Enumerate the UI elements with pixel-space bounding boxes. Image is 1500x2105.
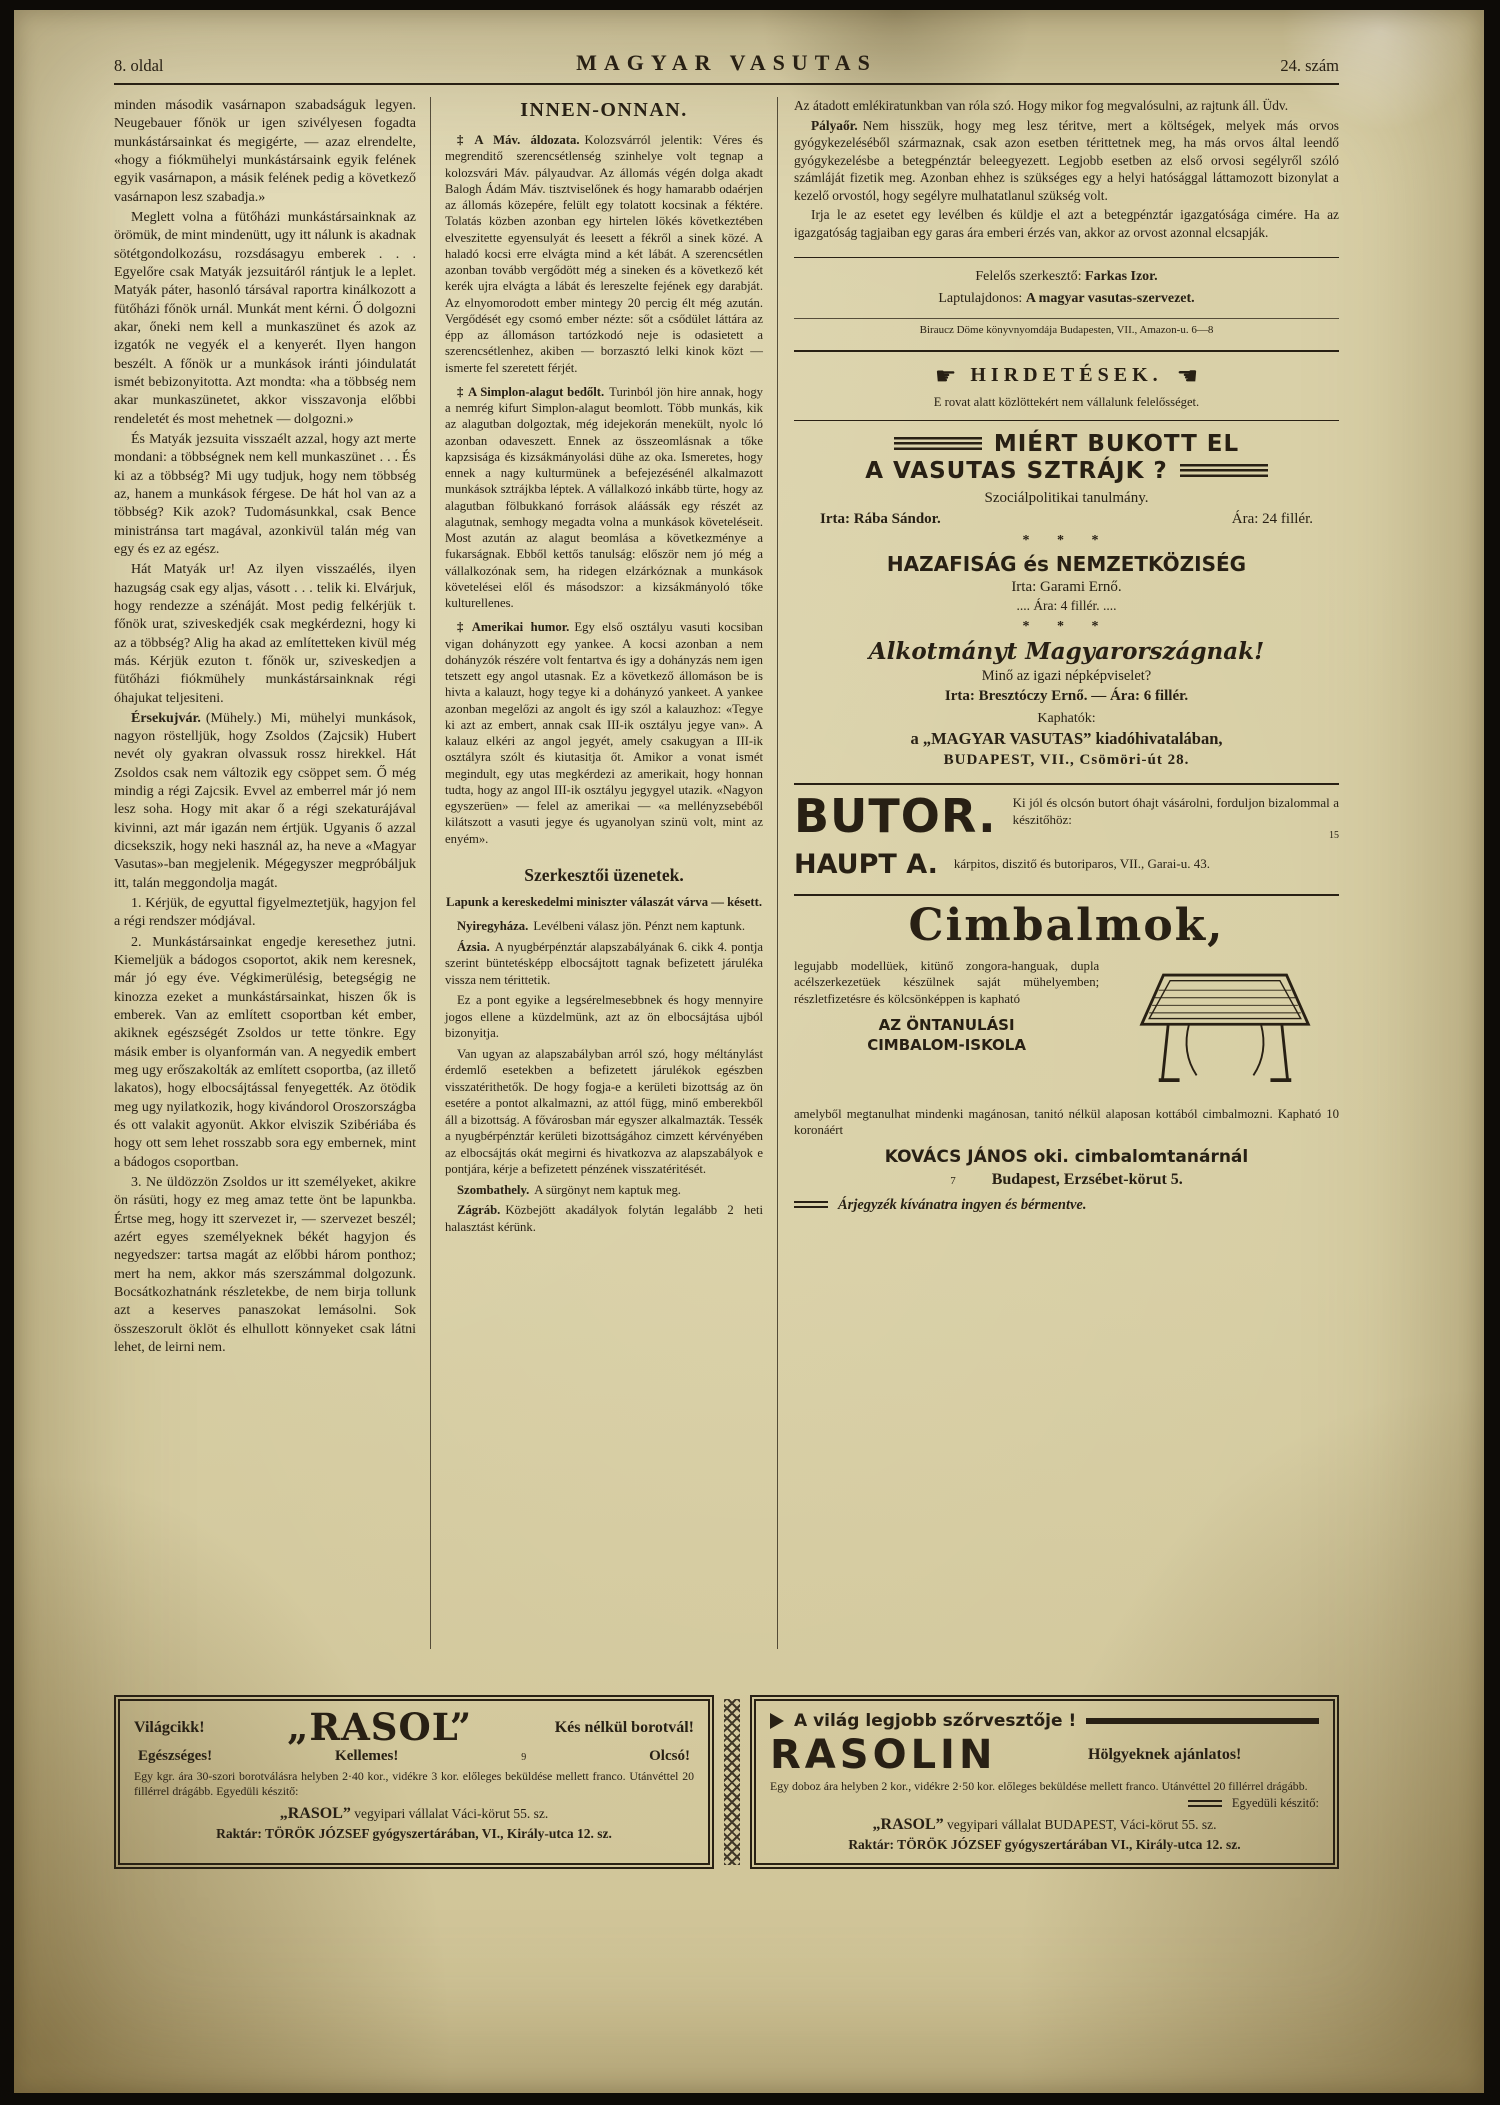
paragraph (114, 1174, 416, 1357)
rasol-maker-rest: vegyipari vállalat Váci-körut 55. sz. (354, 1805, 549, 1821)
rasolin-maker-line (770, 1816, 1319, 1834)
news-item (445, 384, 763, 612)
furniture-ad-word: BUTOR. (794, 788, 997, 843)
paragraph-text: Irja le az esetet egy levélben és küldje el azt a betegpénztár igazgatósága cimére. Ha az igazgatóság tagjaiban egy garas ára emberi érzés van, akkor az orvost azonnal elcsapják. (794, 207, 1339, 240)
book2-title: HAZAFISÁG és NEMZETKÖZISÉG (886, 551, 1247, 576)
rasolin-maker-label: Egyedüli készitő: (1231, 1796, 1319, 1811)
news-item-lead: A Simplon-alagut bedőlt. (467, 384, 605, 399)
paragraph (114, 97, 416, 207)
editor-note-text: A nyugbérpénztár alapszabályának 6. cikk 4. pontja szerint büntetésképp elbocsájtott tagnak befizetett járuléka vissza nem térittetik. (445, 939, 763, 987)
books-availability-address: BUDAPEST, VII., Csömöri-út 28. (943, 751, 1190, 768)
rasol-maker-line (134, 1805, 694, 1823)
ad-books (794, 431, 1339, 769)
triple-bar-decoration (894, 437, 982, 450)
books-availability-label: Kaphatók: (1037, 710, 1096, 726)
impressum-editor-line (798, 266, 1335, 288)
paragraph-text: Meglett volna a fütőházi munkástársainknak az örömük, de mint mindenütt, ugy itt nálunk is akadnak sötétgondolkozásu, rozsdásagyu emberek . . . Egyelőre csak Matyák jezsuitáról rántjuk le a leplet. Matyák páter, hasonló társával raportra kinálkozott a fütőházi főnök urnál. Munkát ment kérni. Ő dolgozni akar, őneki nem kell a munkaszünet és azok az izgatók ne vegyék el a kenyerét. Ilyen hangon beszélt. A főnök ur a munkások iránti jóindulatát ismét bebizonyitotta. Azt mondta: «ha a többség nem akar munkaszünetet, akkor visszavonja előbbi rendeletét és most mehetnek — dolgozni.» (114, 209, 416, 427)
impressum-editor-name: Farkas Izor. (1085, 269, 1158, 285)
rasolin-brand-row (770, 1732, 1319, 1778)
cimbalom-school-line-2: CIMBALOM-ISKOLA (867, 1035, 1026, 1054)
ads-disclaimer: E rovat alatt közlöttekért nem vállalunk felelősséget. (933, 394, 1200, 409)
editor-note (445, 1202, 763, 1235)
printer-line: Biraucz Döme könyvnyomdája Budapesten, VII., Amazon-u. 6—8 (794, 318, 1339, 336)
paragraph (794, 117, 1339, 205)
editor-note-text: A sürgönyt nem kaptuk meg. (534, 1182, 681, 1197)
book3-subtitle: Minő az igazi népképviselet? (981, 667, 1152, 684)
issue-number: 24. szám (1280, 56, 1339, 75)
paragraph-text: 3. Ne üldözzön Zsoldos ur itt személyeket, akikre ön rásüti, hogy ez meg amaz tette önt be lapunkba. Értse meg, hogy itt szervezet ir, — szervezet beszél; azért egyes személyeknek békét hagyjon és negyedszer: tartsa magát az előbbi három ponthoz; mert ha nem, akkor más szerszámmal dolgozunk. Bocsátkozhatnánk részletekbe, de nem birja tollunk azt a keserves panaszokat lemásolni. Sok összeszorult öklöt és elhullott könnyeket csak látni lehet, de leirni nem. (114, 1175, 416, 1355)
rasol-headline-row (134, 1705, 694, 1749)
impressum-owner-label: Laptulajdonos: (938, 291, 1023, 307)
ad-rasol (114, 1695, 714, 1869)
news-item-text: Kolozsvárról jelentik: Véres és megrenditő szerencsétlenség szinhelye volt tegnap a kolozsvári Máv. pályaudvar. Az állomás végén dolga akadt Balogh Ádám Máv. tisztviselőnek és hogy hamarabb odaérjen az állomás közepére, felült egy tolatott kocsinak a féktére. Tolatás közben azonban egy hirtelen lökés következtében elveszitette egyensulyát és leesett a fékről a sinek közé. A haladó kocsi erre elvágta mind a két lábát. A szerencsétlen azonban tovább vergődött még a sineken és a következő két kerék ujra elvágta a lábát és lereszelte fejének egy darabját. Az elnyomorodott ember mintegy 20 percig élt még azután. Vergődését egy csomó ember nézte: sőt a csődület láttára az épp az állomáson tartózkodó neje is odasietett a szerencsétlenhez, akiben — borzasztó lelki kinok közt — ismerte fel szeretett férjét. (445, 133, 763, 375)
paragraph-text: (Mühely.) Mi, mühelyi munkások, nagyon röstelljük, hogy Zsoldos (Zajcsik) Hubert nevét oly gyakran olvassuk rossz hirekkel. Hát Zsoldos csak nem változik egy csöppet sem. Ő még mindig a régi Zajcsik. Evvel az emberrel már jó nem lesz soha. Hogy mit akar ő a régi szekaturájával kivinni, azt már igazán nem értjük. Ugyanis ő azzal dicsekszik, hogy neki használ az, ha neve a «Magyar Vasutas»-ban megjelenik. Mégegyszer megpróbáljuk itt, talán meggondolja magát. (114, 710, 416, 891)
rasolin-body-text: Egy doboz ára helyben 2 kor., vidékre 2·50 kor. előleges beküldése mellett franco. Utánvéttel 20 fillérrel drágább. (770, 1779, 1308, 1793)
paragraph-text: Nem hisszük, hogy meg lesz téritve, mert a költségek, melyek más orvos gyógykezeléséből származnak, csak azon esetben térittetnek meg, ha más orvos által leendő gyógykezelésbe a betegpénztár beleegyezett. Legjobb esetben az első orvosi segélyről szóló számláját fizetik meg. Azonban ehhez is szükséges egy a helyi hatósággal láttamozott bizonylat a kezelő orvostól, hogy segélyre mulhatatlanul szükség volt. (794, 117, 1339, 203)
rasolin-maker-brand: „RASOL” (872, 1816, 944, 1834)
item-marker-icon: ‡ (457, 133, 471, 147)
triple-bar-decoration (1180, 464, 1268, 477)
rasol-tag-right: Kés nélkül borotvál! (554, 1718, 694, 1736)
news-item-lead: Amerikai humor. (471, 620, 570, 635)
columns-area (114, 97, 1339, 1649)
star-separator: * * * (1022, 618, 1111, 634)
paragraph-text: minden második vasárnapon szabadságuk legyen. Neugebauer főnök ur igen szivélyesen fogadta munkástársainkat és megigérte, — azaz elrendelte, «hogy a fiókmühelyi munkástársaink egyik felének egyik vasárnapon, a másik felének pedig a következő vasárnapon lesz szabadja.» (114, 98, 416, 205)
editor-note-lead: Szombathely. (457, 1182, 530, 1197)
rasol-tag-left: Világcikk! (134, 1718, 205, 1736)
column-left (114, 97, 430, 1649)
book2-author: Irta: Garami Ernő. (1011, 578, 1122, 595)
impressum-editor-label: Felelős szerkesztő: (975, 269, 1082, 285)
rasolin-tagline: Hölgyeknek ajánlatos! (1088, 1746, 1242, 1763)
editor-note-text: Van ugyan az alapszabályban arról szó, hogy méltánylást érdemlő esetekben a befizetett járulékok egészben visszatérithetők. De hogy fogja-e a kerületi bizottság az ön esetére a pontot alkalmazni, az attól függ, minő emberekből áll a bizottság. A fővárosban már egyszer alkalmazták. Tessék a nyugbérpénztár kerületi bizottságához cimzett kérvényében az elbocsájtás okát megirni és hivatkozva az alapszabályok e pontjára, kérje a befizetett pénzének visszatéritését. (445, 1046, 763, 1177)
news-item-lead: A Máv. áldozata. (474, 133, 580, 147)
book1-title-2: A VASUTAS SZTRÁJK ? (865, 457, 1168, 484)
news-item-text: Turinból jön hire annak, hogy a nemrég kifurt Simplon-alagut beomlott. Több munkás, kik az alagutban dolgoztak, még idejekorán menekült, nyolc ló azonban odaveszett. Ennek az összeomlásnak a tőke kapzsisága és kizsákmányolási dühe az oka. Ismeretes, hogy ennek a nagy kulturmünek a befejezésénél alkalmazott munkások sztrájkba léptek. A vállalkozó inkább türte, hogy az alagutban fölbukkanó források aláássák egy részét az alagutnak, semhogy megadta volna a munkások követeléseit. Most azután az alagut beomlása a következménye a fukarságnak. Ebből kettős tanulság: először nem jó még a vállalkozónak sem, ha ridegen elzárkóznak a munkások követelései elől és másodszor: a kizsákmányoló tőke kulturellenes. (445, 384, 764, 610)
furniture-maker-description: kárpitos, diszitő és butoriparos, VII., Garai-u. 43. (953, 855, 1210, 871)
editor-note-lead: Nyiregyháza. (457, 919, 529, 934)
ads-section-header (794, 350, 1339, 410)
rasol-quality-3: Olcsó! (649, 1748, 690, 1764)
rasol-brand-name: „RASOL” (287, 1705, 473, 1749)
rasol-qualities-row (134, 1748, 694, 1765)
column-right (778, 97, 1339, 1649)
double-bar-decoration (1188, 1800, 1222, 1808)
ads-section-title: HIRDETÉSEK. (970, 364, 1163, 387)
ad-furniture (794, 783, 1339, 880)
impressum (794, 257, 1339, 315)
editor-note-text: Levélbeni válasz jön. Pénzt nem kaptunk. (533, 919, 746, 934)
editor-note (445, 1046, 763, 1178)
decorative-divider (724, 1699, 740, 1865)
impressum-owner-name: A magyar vasutas-szervezet. (1025, 291, 1195, 307)
paragraph-text: És Matyák jezsuita visszaélt azzal, hogy azt merte mondani: a többségnek nem kell munkaszünet . . . És ki az a többség? Mi ugy tudjuk, hogy nem többség az, hanem a munkások férgese. De hát hol van az a többség? Kik azok? Tudomásunkkal, csak Bence ministránsa tart magával, azonkivül talán még van egy és ez az egész. (114, 431, 416, 557)
editor-note-text: Lapunk a kereskedelmi miniszter válaszát várva — késett. (446, 894, 762, 909)
books-availability-place: a „MAGYAR VASUTAS” kiadóhivatalában, (910, 728, 1223, 748)
paragraph-text: 2. Munkástársainkat engedje keresethez jutni. Kiemeljük a bádogos csoportot, akik nem keresnek, már jó egy éve. Végkimerülésig, betegségig ne kinozza ezeket a munkástársainkat, hiszen ők is emberek. Van az említett csoportban két ember, akiknek egészségét Zsoldos ur tette tönkre. Egy másik ember is olyanformán van. A negyedik embert meg ugy erőszakolták az említett csoportba, (az illető lakatos), hogy elbocsájtással fenyegették. Az ötödik meg ugy nyilatkozik, hogy kivándorol Oroszországba és ott valakit agyonüt. Akkor elviszik Szibériába és hogy ott sem lehet rosszabb sora egy embernek, mint a bádogos csoportban. (114, 934, 416, 1170)
news-item (445, 619, 763, 847)
paragraph-lead: Pályaőr. (811, 117, 858, 133)
furniture-ad-row-1 (794, 788, 1339, 843)
book1-author: Irta: Rába Sándor. (820, 510, 941, 527)
paragraph-text: 1. Kérjük, de egyuttal figyelmeztetjük, hagyjon fel a régi rendszer módjával. (114, 896, 416, 930)
rasolin-brand-name: RASOLIN (770, 1732, 997, 1778)
page-header (114, 50, 1339, 85)
editor-note (445, 1182, 763, 1199)
cimbalom-teacher-address-row (794, 1171, 1339, 1189)
cimbalom-illustration (1111, 958, 1339, 1100)
column-middle (430, 97, 778, 1649)
item-marker-icon: ‡ (457, 384, 464, 399)
paragraph-text: Hát Matyák ur! Az ilyen visszaélés, ilyen hazugság csak egy aljas, vásott . . . telik ki. Elvárjuk, hogy rendezze a szénáját. Most pedig felkérjük t. főnök urat, sziveskedjék csak megkérdezni, hogy ki az a többség? Alig ha akad az említetteken kivül még más. Kérjük ezuton t. főnök ur, sziveskedjen a fütőházi fiókmühely munkástársainknak régi óhajukat teljesiteni. (114, 562, 416, 706)
ads-title-row (794, 362, 1339, 390)
cimbalom-teacher-address: Budapest, Erzsébet-körut 5. (991, 1170, 1183, 1188)
book1-price: Ára: 24 fillér. (1231, 510, 1313, 527)
editor-note (445, 894, 763, 911)
news-item (445, 132, 763, 376)
rasol-store-line: Raktár: TÖRÖK JÓZSEF gyógyszertárában, VI., Király-utca 12. sz. (216, 1825, 612, 1841)
paragraph (794, 97, 1339, 115)
star-separator: * * * (1022, 532, 1111, 548)
page-number: 8. oldal (114, 56, 164, 75)
banner-bar (1086, 1718, 1319, 1724)
book2-price: .... Ára: 4 fillér. .... (1016, 597, 1117, 613)
editor-note (445, 918, 763, 935)
book3-title: Alkotmányt Magyarországnak! (868, 637, 1265, 665)
rasol-ad-number: 9 (521, 1752, 527, 1763)
rasolin-maker-label-row (770, 1796, 1319, 1811)
rasol-maker-brand: „RASOL” (279, 1804, 351, 1822)
cimbalom-ad-number: 7 (950, 1174, 956, 1187)
editor-notes-continued (794, 97, 1339, 241)
cimbalom-ad-footer (794, 1197, 1339, 1214)
bottom-advertisements (114, 1695, 1339, 1869)
paragraph (114, 710, 416, 893)
book3-author-price: Irta: Bresztóczy Ernő. — Ára: 6 fillér. (944, 687, 1189, 704)
paragraph-text: Az átadott emlékiratunkban van róla szó. Hogy mikor fog megvalósulni, az rajtunk áll. Üdv. (794, 98, 1289, 113)
ad-cimbalom (794, 894, 1339, 1214)
paragraph (114, 431, 416, 559)
cimbalom-school-line-1: AZ ÖNTANULÁSI (878, 1016, 1015, 1035)
horizontal-rule (794, 420, 1339, 421)
arrow-right-icon (770, 1713, 784, 1729)
rasolin-banner-text: A világ legjobb szőrvesztője ! (794, 1711, 1077, 1731)
impressum-owner-line (798, 288, 1335, 310)
paragraph (114, 209, 416, 429)
ad-rasolin (750, 1695, 1339, 1869)
editor-note-text: Ez a pont egyike a legsérelmesebbnek és hogy mennyire jogos ellene a küzdelmünk, azt az ön elbocsájtása ujból bizonyitja. (445, 993, 763, 1041)
paragraph (114, 934, 416, 1172)
book1-title-1: MIÉRT BUKOTT EL (993, 430, 1240, 457)
cimbalom-ad-left (794, 958, 1099, 1100)
editor-note-text: Közbejött akadályok folytán legalább 2 heti halasztást kérünk. (445, 1203, 763, 1234)
rasol-quality-1: Egészséges! (138, 1748, 213, 1764)
cimbalom-ad-body-row (794, 958, 1339, 1100)
cimbalom-ad-title: Cimbalmok, (908, 899, 1225, 951)
newspaper-page (14, 10, 1484, 2093)
editor-note-lead: Zágráb. (457, 1203, 501, 1218)
paragraph (114, 561, 416, 708)
rasolin-store-line: Raktár: TÖRÖK JÓZSEF gyógyszertárában VI., Király-utca 12. sz. (848, 1837, 1241, 1853)
furniture-ad-row-2 (794, 849, 1339, 880)
page-content (114, 50, 1339, 1869)
rasol-body-text: Egy kgr. ára 30-szori borotválásra helyben 2·40 kor., vidékre 3 kor. előleges beküldése mellett franco. Utánvéttel 20 fillérrel drágább. Egyedüli készitő: (134, 1769, 694, 1799)
furniture-ad-number: 15 (1329, 829, 1339, 841)
manicule-left-icon: ☚ (1176, 361, 1199, 390)
rasol-quality-2: Kellemes! (335, 1748, 399, 1764)
rasolin-maker-rest: vegyipari vállalat BUDAPEST, Váci-körut 55. sz. (947, 1817, 1217, 1833)
furniture-ad-text: Ki jól és olcsón butort óhajt vásárolni, forduljon bizalommal a készitőhöz: (1012, 794, 1339, 827)
furniture-ad-text-block (1013, 795, 1339, 841)
editor-note (445, 992, 763, 1042)
cimbalom-ad-text: legujabb modellüek, kitünő zongora-hanguak, dupla acélszerkezetüek készülnek saját mühelyemben; részletfizetésre és kölcsönképpen is kapható (794, 958, 1100, 1007)
editor-notes (445, 894, 763, 1236)
editor-note (445, 939, 763, 989)
book1-subtitle: Szociálpolitikai tanulmány. (984, 489, 1149, 506)
cimbalom-school-description: amelyből megtanulhat mindenki magánosan, tanitó nélkül alaposan kottából cimbalmozni. Kapható 10 koronáért (794, 1106, 1339, 1138)
item-marker-icon: ‡ (457, 620, 468, 635)
section-title-editor-messages: Szerkesztői üzenetek. (524, 864, 684, 885)
news-item-text: Egy első osztályu vasuti kocsiban vigan dohányzott egy yankee. A kocsi azonban a nem dohányzók részére volt fentartva és igy a dohányzás nem igen tetszett egy angol utasnak. Ez a következő állomáson be is hivta a kalauzt, hogy tegye ki a dohányzó yankeet. A yankee azonban megelőzi az angolt és igy szól a kalauzhoz: «Tegye ki azt az embert, annak csak III-ik osztályu jegye van». A kalauz elkéri az angol jegyét, amely csakugyan a III-ik osztályra szólt és kiutasitja őt. Amikor a vonat ismét megindult, egy utas megkérdezi az amerikait, hogy honnan tudta, hogy az angol III-ik osztályu jegygyel utazik. «Nagyon egyszerüen» — felel az amerikai — «a mellényzsebéből kilátszott a vasuti jegye és ugyanolyan szinü volt, mint az enyém». (445, 620, 764, 846)
price-list-note: Árjegyzék kívánatra ingyen és bérmentve. (838, 1196, 1087, 1213)
paragraph-lead: Érsekujvár. (131, 710, 201, 726)
manicule-right-icon: ☛ (934, 361, 957, 390)
paragraph (114, 895, 416, 932)
cimbalom-teacher-name: KOVÁCS JÁNOS oki. cimbalomtanárnál (884, 1146, 1249, 1167)
double-bar-decoration (794, 1201, 828, 1209)
book-ad-title-line-1 (794, 431, 1339, 457)
masthead-title: MAGYAR VASUTAS (576, 50, 877, 75)
paragraph (794, 206, 1339, 241)
book1-author-price (794, 511, 1339, 528)
editor-note-lead: Ázsia. (457, 939, 490, 954)
rasolin-banner (770, 1711, 1319, 1731)
book-ad-title-line-2 (794, 458, 1339, 484)
section-title-innen-onnan: INNEN-ONNAN. (520, 99, 688, 121)
furniture-maker-name: HAUPT A. (794, 848, 938, 880)
